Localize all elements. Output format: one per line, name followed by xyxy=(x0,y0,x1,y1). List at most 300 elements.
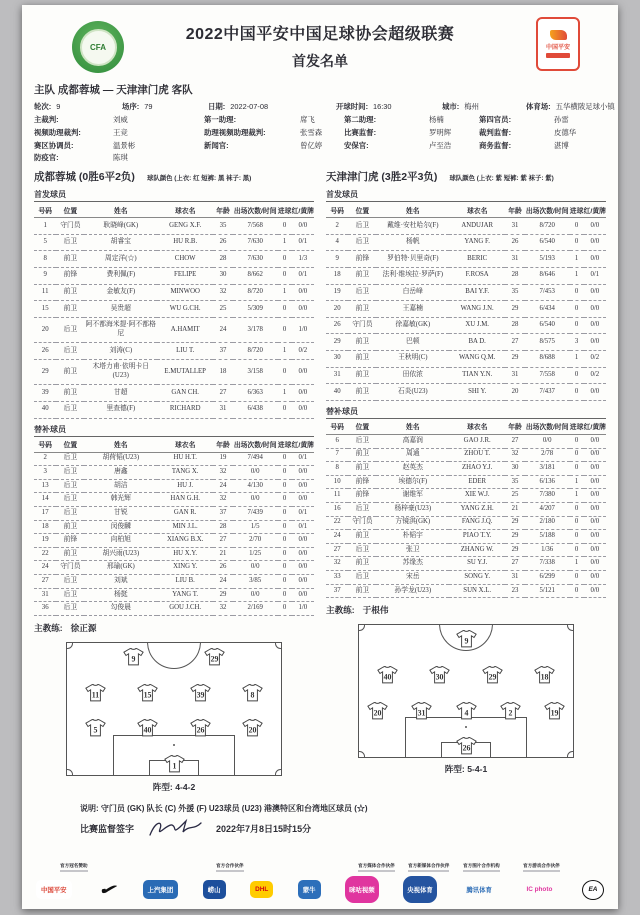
svg-text:31: 31 xyxy=(417,707,426,717)
player-apps: 0/0 xyxy=(233,588,278,602)
player-jersey xyxy=(190,719,211,737)
badge-label: 中国平安 xyxy=(545,45,570,51)
player-age: 29 xyxy=(505,543,525,557)
info-label: 开球时间: xyxy=(336,102,369,111)
coach-label: 主教练: xyxy=(34,622,63,633)
officials-row-1 xyxy=(34,114,606,126)
saic-logo: 上汽集团 xyxy=(143,880,179,899)
player-apps: 6/363 xyxy=(233,385,278,402)
player-shirt: ZHAO Y.J. xyxy=(449,462,505,476)
header-row xyxy=(34,202,314,218)
player-goals: 0 xyxy=(278,507,292,521)
player-goals: 1 xyxy=(278,284,292,301)
player-name: 罗伯特·贝里奇(F) xyxy=(376,251,449,268)
player-shirt: XING Y. xyxy=(157,561,213,575)
player-pos: 后卫 xyxy=(56,234,84,251)
player-no: 11 xyxy=(326,489,348,503)
player-no: 27 xyxy=(326,543,348,557)
player-age: 32 xyxy=(213,466,233,480)
col-header: 红/黄牌 xyxy=(584,418,606,434)
header-row xyxy=(34,436,314,452)
player-age: 30 xyxy=(213,268,233,285)
info-label: 轮次: xyxy=(34,102,52,111)
player-no: 39 xyxy=(34,385,56,402)
player-apps: 0/0 xyxy=(233,493,278,507)
player-shirt: WANG Q.M. xyxy=(449,351,505,368)
badge-bar xyxy=(546,53,570,58)
player-row xyxy=(326,571,606,585)
info-label: 日期: xyxy=(208,102,226,111)
player-no: 24 xyxy=(34,561,56,575)
player-apps: 5/193 xyxy=(525,251,570,268)
player-goals: 0 xyxy=(570,234,584,251)
player-name: 胡洁 xyxy=(84,479,157,493)
col-header: 年龄 xyxy=(505,202,525,218)
player-name: 朴韬宇 xyxy=(376,530,449,544)
player-apps: 8/720 xyxy=(525,218,570,235)
signature-label: 比赛监督签字 xyxy=(80,824,135,835)
coach-label: 主教练: xyxy=(326,605,355,616)
player-age: 31 xyxy=(505,218,525,235)
player-name: 周通 xyxy=(376,448,449,462)
player-cards: 0/1 xyxy=(584,268,606,285)
col-header: 号码 xyxy=(326,418,348,434)
player-apps: 3/85 xyxy=(233,575,278,589)
info-label: 第一助理: xyxy=(204,114,237,124)
info-label: 场序: xyxy=(122,102,140,111)
page-subtitle: 首发名单 xyxy=(292,53,348,69)
player-no: 13 xyxy=(34,479,56,493)
player-goals: 0 xyxy=(570,301,584,318)
player-name: 木塔力甫·依明卡日(U23) xyxy=(84,359,157,384)
player-jersey xyxy=(367,702,388,720)
player-goals: 1 xyxy=(278,343,292,360)
player-apps: 6/438 xyxy=(233,401,278,418)
player-apps: 6/540 xyxy=(525,317,570,334)
away-subs-label: 替补球员 xyxy=(326,406,358,416)
player-cards: 0/1 xyxy=(292,520,314,534)
player-jersey xyxy=(429,666,450,684)
player-goals: 0 xyxy=(278,268,292,285)
player-row xyxy=(326,530,606,544)
player-shirt: WU G.CH. xyxy=(157,301,213,318)
player-no: 8 xyxy=(326,462,348,476)
player-pos: 守门员 xyxy=(56,218,84,235)
info-value: 曾亿婷 xyxy=(300,140,323,150)
info-pair xyxy=(204,114,344,126)
player-age: 26 xyxy=(213,561,233,575)
player-shirt: HU R.B. xyxy=(157,234,213,251)
player-cards: 0/0 xyxy=(292,401,314,418)
player-goals: 0 xyxy=(570,284,584,301)
info-pair xyxy=(344,114,479,126)
player-pos: 前锋 xyxy=(348,251,376,268)
player-name: 谢维军 xyxy=(376,489,449,503)
player-shirt: ANDUJAR xyxy=(449,218,505,235)
home-coach-line xyxy=(34,622,314,634)
info-value: 9 xyxy=(56,102,61,111)
player-no: 14 xyxy=(34,493,56,507)
player-apps: 1/36 xyxy=(525,543,570,557)
formation-row xyxy=(67,684,281,702)
player-goals: 0 xyxy=(278,359,292,384)
svg-text:20: 20 xyxy=(373,707,382,717)
player-pos: 后卫 xyxy=(56,401,84,418)
player-goals: 0 xyxy=(278,588,292,602)
player-goals: 0 xyxy=(278,251,292,268)
player-age: 21 xyxy=(505,502,525,516)
player-shirt: A.HAMIT xyxy=(157,317,213,342)
svg-text:30: 30 xyxy=(435,672,444,682)
player-apps: 3/158 xyxy=(233,359,278,384)
col-header: 位置 xyxy=(348,418,376,434)
csl-pingan-badge xyxy=(536,17,580,71)
player-row xyxy=(326,234,606,251)
player-cards: 0/1 xyxy=(292,234,314,251)
player-apps: 5/309 xyxy=(233,301,278,318)
pingan-logo: 中国平安 xyxy=(36,880,72,899)
player-jersey xyxy=(377,666,398,684)
col-header: 球衣名 xyxy=(449,202,505,218)
player-no: 18 xyxy=(34,520,56,534)
player-name: 戴维·安杜哈尔(F) xyxy=(376,218,449,235)
player-row xyxy=(34,234,314,251)
player-no: 29 xyxy=(326,334,348,351)
formation-row xyxy=(359,737,573,755)
col-header: 出场次数/时间 xyxy=(233,436,278,452)
player-shirt: GOU J.CH. xyxy=(157,602,213,616)
legend-label: 说明: xyxy=(80,803,99,813)
info-value: 刘威 xyxy=(113,114,128,124)
away-coach-line xyxy=(326,604,606,616)
player-apps: 1/25 xyxy=(233,547,278,561)
player-age: 37 xyxy=(213,343,233,360)
player-no: 26 xyxy=(34,343,56,360)
sponsor-category-label: 官方图片合作机构 xyxy=(463,863,500,872)
info-pair xyxy=(34,127,204,139)
player-goals: 0 xyxy=(570,317,584,334)
info-label: 防疫官: xyxy=(34,153,59,163)
player-goals: 0 xyxy=(278,301,292,318)
player-row xyxy=(34,534,314,548)
player-row xyxy=(326,251,606,268)
player-name: 胡荷韬(U23) xyxy=(84,452,157,466)
player-goals: 0 xyxy=(570,462,584,476)
player-row xyxy=(34,602,314,616)
info-pair xyxy=(34,101,122,113)
player-apps: 0/0 xyxy=(233,561,278,575)
player-apps: 7/380 xyxy=(525,489,570,503)
player-shirt: GAO J.R. xyxy=(449,434,505,448)
player-age: 35 xyxy=(213,218,233,235)
player-goals: 0 xyxy=(570,367,584,384)
player-jersey xyxy=(85,684,106,702)
player-shirt: BAI Y.F. xyxy=(449,284,505,301)
player-row xyxy=(34,343,314,360)
player-goals: 1 xyxy=(570,268,584,285)
info-pair xyxy=(344,140,479,152)
sponsor-category-label: 官方冠名赞助 xyxy=(60,863,88,872)
player-cards: 0/0 xyxy=(292,561,314,575)
info-pair xyxy=(122,101,208,113)
info-label: 商务监督: xyxy=(479,140,512,150)
easports-logo: EA xyxy=(582,880,604,900)
player-shirt: HU J. xyxy=(157,479,213,493)
formation-row xyxy=(67,755,281,773)
player-apps: 5/121 xyxy=(525,584,570,598)
player-shirt: SHI Y. xyxy=(449,384,505,401)
player-cards: 0/0 xyxy=(584,462,606,476)
player-row xyxy=(326,268,606,285)
player-row xyxy=(326,334,606,351)
player-row xyxy=(34,588,314,602)
info-value: 陈琪 xyxy=(113,153,128,163)
player-apps: 7/630 xyxy=(233,234,278,251)
player-age: 32 xyxy=(505,448,525,462)
player-shirt: GAN R. xyxy=(157,507,213,521)
player-cards: 0/0 xyxy=(584,234,606,251)
player-name: 宋岳 xyxy=(376,571,449,585)
player-apps: 7/630 xyxy=(233,251,278,268)
player-pos: 前卫 xyxy=(348,351,376,368)
sponsor-category-label: 官方新媒体合作伙伴 xyxy=(408,863,449,872)
player-row xyxy=(34,218,314,235)
player-name: 费利佩(F) xyxy=(84,268,157,285)
home-formation-value: 4-4-2 xyxy=(175,781,196,792)
svg-text:9: 9 xyxy=(131,654,136,664)
officials-row-4 xyxy=(34,152,606,164)
cctv-sports-logo: 央视体育 xyxy=(403,876,437,903)
player-shirt: YANG F. xyxy=(449,234,505,251)
sponsor-category-label: 官方媒体合作伙伴 xyxy=(358,863,395,872)
sponsor-logos xyxy=(36,876,604,903)
player-shirt: SONG Y. xyxy=(449,571,505,585)
col-header: 位置 xyxy=(348,202,376,218)
player-shirt: E.MUTALLEP xyxy=(157,359,213,384)
player-goals: 1 xyxy=(570,557,584,571)
player-no: 32 xyxy=(326,557,348,571)
player-no: 20 xyxy=(326,301,348,318)
player-no: 19 xyxy=(326,284,348,301)
player-apps: 7/437 xyxy=(525,384,570,401)
player-row xyxy=(326,284,606,301)
info-label: 裁判监督: xyxy=(479,127,512,137)
col-header: 位置 xyxy=(56,202,84,218)
col-header: 姓名 xyxy=(376,418,449,434)
info-pair xyxy=(479,114,606,126)
player-no: 22 xyxy=(326,516,348,530)
player-age: 29 xyxy=(505,301,525,318)
supervisor-signature xyxy=(146,818,204,840)
svg-text:29: 29 xyxy=(488,672,497,682)
player-no: 31 xyxy=(326,367,348,384)
player-age: 27 xyxy=(213,385,233,402)
player-shirt: XU J.M. xyxy=(449,317,505,334)
player-pos: 后卫 xyxy=(56,575,84,589)
player-age: 28 xyxy=(505,317,525,334)
player-pos: 前卫 xyxy=(348,530,376,544)
player-row xyxy=(326,543,606,557)
player-age: 32 xyxy=(213,602,233,616)
player-no: 17 xyxy=(34,507,56,521)
player-apps: 8/646 xyxy=(525,268,570,285)
player-no: 10 xyxy=(326,475,348,489)
player-cards: 0/1 xyxy=(292,452,314,466)
player-row xyxy=(326,218,606,235)
match-title: 主队 成都蓉城 — 天津津门虎 客队 xyxy=(34,84,193,96)
away-team-name: 天津津门虎 (3胜2平3负) xyxy=(326,171,438,184)
player-cards: 0/0 xyxy=(292,575,314,589)
player-name: 埃德尔(F) xyxy=(376,475,449,489)
home-team-name: 成都蓉城 (0胜6平2负) xyxy=(34,171,135,184)
info-label: 助理视频助理裁判: xyxy=(204,127,266,137)
player-age: 20 xyxy=(505,384,525,401)
player-no: 3 xyxy=(34,466,56,480)
player-pos: 后卫 xyxy=(56,507,84,521)
player-row xyxy=(326,557,606,571)
player-apps: 0/0 xyxy=(233,466,278,480)
player-row xyxy=(34,385,314,402)
team-sheet-document xyxy=(22,5,618,909)
svg-text:15: 15 xyxy=(143,689,152,699)
home-starters-table xyxy=(34,201,314,418)
player-shirt: SU Y.J. xyxy=(449,557,505,571)
info-value: 湛博 xyxy=(554,140,569,150)
player-age: 29 xyxy=(505,530,525,544)
away-team-section xyxy=(326,169,606,793)
header-row xyxy=(326,202,606,218)
player-pos: 前卫 xyxy=(348,268,376,285)
player-age: 31 xyxy=(505,367,525,384)
player-apps: 6/434 xyxy=(525,301,570,318)
player-age: 31 xyxy=(505,571,525,585)
player-shirt: TIAN Y.N. xyxy=(449,367,505,384)
player-cards: 0/0 xyxy=(292,493,314,507)
player-apps: 6/299 xyxy=(525,571,570,585)
player-cards: 0/0 xyxy=(584,543,606,557)
player-cards: 0/0 xyxy=(292,284,314,301)
player-age: 25 xyxy=(213,301,233,318)
info-value: 温景彬 xyxy=(113,140,136,150)
info-value: 五华横陂足球小镇 xyxy=(555,102,615,111)
nike-logo: ✔ xyxy=(98,881,116,897)
info-label: 城市: xyxy=(442,102,460,111)
svg-text:2: 2 xyxy=(508,707,513,717)
player-goals: 0 xyxy=(278,561,292,575)
player-name: 白岳峰 xyxy=(376,284,449,301)
player-age: 21 xyxy=(213,547,233,561)
player-goals: 0 xyxy=(570,502,584,516)
player-pos: 前卫 xyxy=(56,301,84,318)
player-goals: 0 xyxy=(570,448,584,462)
player-pos: 前锋 xyxy=(348,475,376,489)
document-header xyxy=(34,13,606,79)
home-starters-label: 首发球员 xyxy=(34,190,66,200)
player-goals: 1 xyxy=(570,489,584,503)
player-apps: 4/130 xyxy=(233,479,278,493)
player-pos: 前卫 xyxy=(348,557,376,571)
player-cards: 0/0 xyxy=(584,584,606,598)
player-jersey xyxy=(204,648,225,666)
player-pos: 前卫 xyxy=(56,251,84,268)
player-name: 胡睿宝 xyxy=(84,234,157,251)
info-pair xyxy=(442,101,526,113)
player-no: 40 xyxy=(34,401,56,418)
player-shirt: HU H.T. xyxy=(157,452,213,466)
col-header: 号码 xyxy=(34,202,56,218)
player-shirt: GAN CH. xyxy=(157,385,213,402)
migu-logo: 咪咕视频 xyxy=(345,876,379,903)
home-subs-label: 替补球员 xyxy=(34,424,66,434)
svg-text:20: 20 xyxy=(248,725,257,735)
player-pos: 后卫 xyxy=(56,588,84,602)
player-no: 5 xyxy=(34,234,56,251)
player-pos: 前卫 xyxy=(56,284,84,301)
player-shirt: EDER xyxy=(449,475,505,489)
info-label: 第四官员: xyxy=(479,114,512,124)
player-pos: 前锋 xyxy=(56,268,84,285)
info-value: 王竞 xyxy=(113,127,128,137)
player-pos: 前锋 xyxy=(56,534,84,548)
player-cards: 1/3 xyxy=(292,251,314,268)
col-header: 进球 xyxy=(570,202,584,218)
player-pos: 守门员 xyxy=(348,317,376,334)
player-no: 2 xyxy=(34,452,56,466)
player-cards: 0/2 xyxy=(584,367,606,384)
player-row xyxy=(34,493,314,507)
info-value: 席飞 xyxy=(300,114,315,124)
player-goals: 0 xyxy=(278,317,292,342)
player-pos: 守门员 xyxy=(348,516,376,530)
player-pos: 后卫 xyxy=(348,434,376,448)
col-header: 姓名 xyxy=(376,202,449,218)
col-header: 出场次数/时间 xyxy=(525,418,570,434)
player-pos: 前卫 xyxy=(56,385,84,402)
player-cards: 0/0 xyxy=(584,516,606,530)
signature-datetime: 2022年7月8日15时15分 xyxy=(216,824,312,835)
player-cards: 1/0 xyxy=(292,602,314,616)
player-goals: 0 xyxy=(278,575,292,589)
player-row xyxy=(326,516,606,530)
col-header: 姓名 xyxy=(84,436,157,452)
player-row xyxy=(34,401,314,418)
player-cards: 0/0 xyxy=(292,479,314,493)
player-no: 16 xyxy=(326,502,348,516)
player-apps: 8/720 xyxy=(233,284,278,301)
player-name: 孙学龙(U23) xyxy=(376,584,449,598)
player-row xyxy=(34,301,314,318)
player-shirt: MINWOO xyxy=(157,284,213,301)
player-goals: 0 xyxy=(278,534,292,548)
player-name: 王嘉楠 xyxy=(376,301,449,318)
player-age: 24 xyxy=(213,317,233,342)
player-no: 8 xyxy=(34,251,56,268)
player-row xyxy=(34,251,314,268)
player-age: 27 xyxy=(505,334,525,351)
tencent-sports-logo: 腾讯体育 xyxy=(466,887,492,894)
player-goals: 0 xyxy=(278,452,292,466)
away-formation xyxy=(326,624,606,775)
player-goals: 1 xyxy=(570,251,584,268)
formation-row xyxy=(67,648,281,666)
player-cards: 0/2 xyxy=(584,351,606,368)
player-name: 杨帆 xyxy=(376,234,449,251)
player-no: 37 xyxy=(326,584,348,598)
player-cards: 0/0 xyxy=(584,218,606,235)
player-pos: 后卫 xyxy=(348,543,376,557)
svg-text:40: 40 xyxy=(383,672,392,682)
player-goals: 0 xyxy=(570,516,584,530)
